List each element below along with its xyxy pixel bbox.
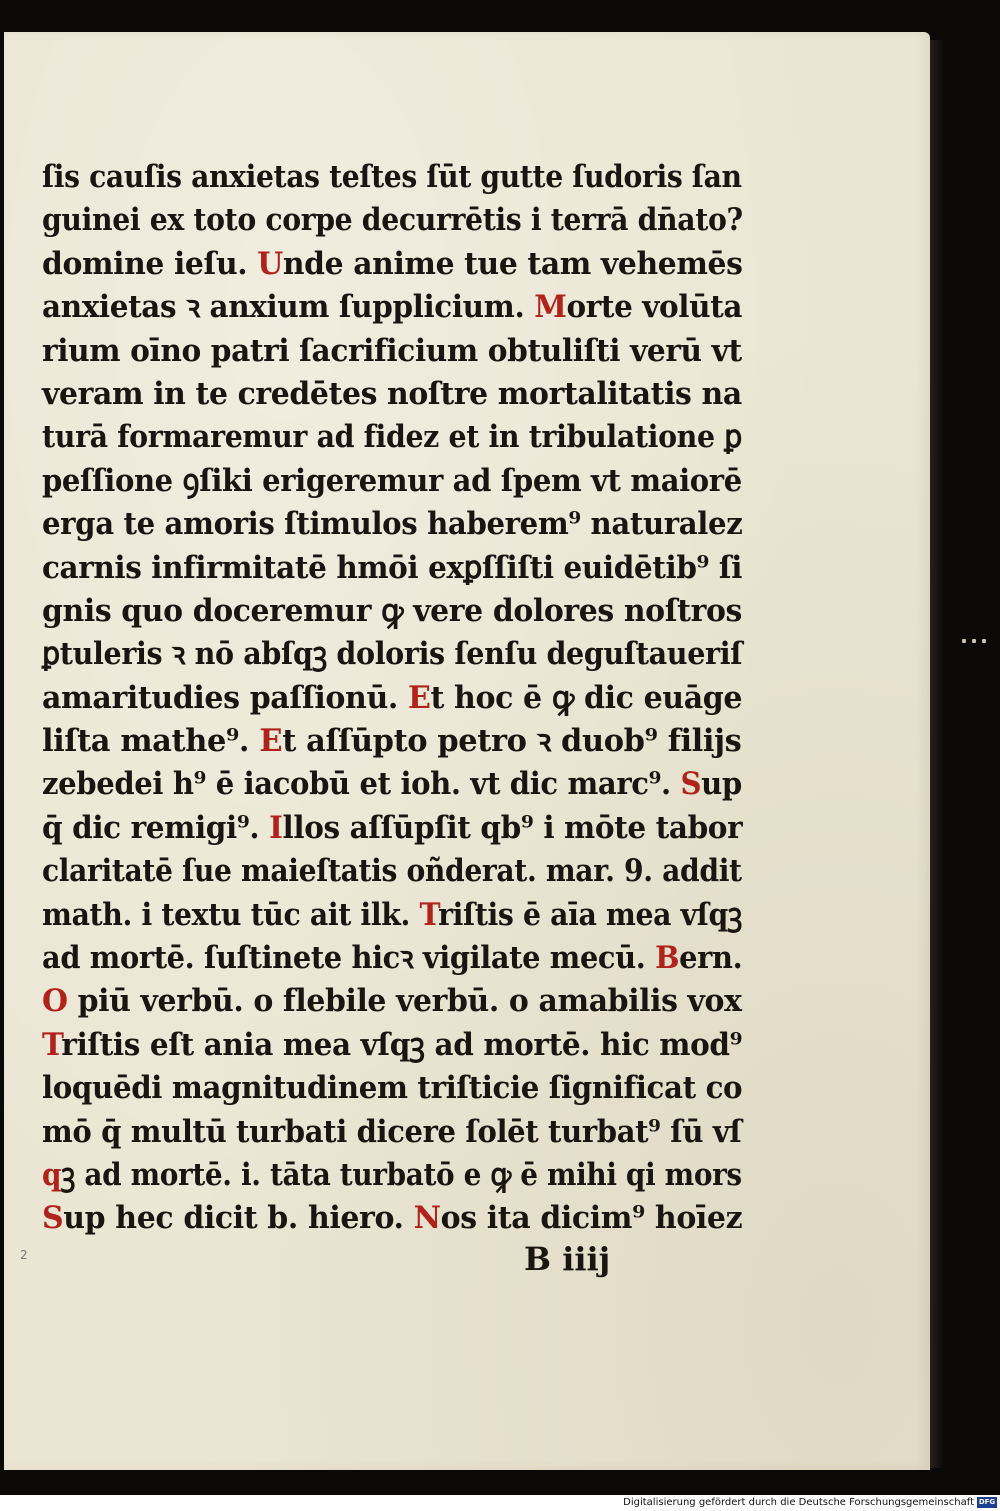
rubric-initial: E [259, 723, 283, 760]
rubric-initial: M [534, 289, 567, 326]
text-line: Sup hec dicit b. hiero. Nos ita dicim⁹ hoīez [42, 1200, 743, 1237]
text-line: loquēdi magnitudinem triſticie ſignificat co [42, 1070, 743, 1107]
book-page [4, 32, 930, 1470]
text-line: math. i textu tūc ait ilk. Triſtis ē aīa mea vſqꝫ [42, 896, 743, 933]
text-line: ſis cauſis anxietas teſtes ſūt gutte ſudoris ſan [42, 159, 742, 195]
dfg-logo: DFG [978, 1498, 996, 1506]
rubric-initial: S [680, 766, 702, 803]
text-line: O piū verbū. o flebile verbū. o amabilis vox [42, 983, 742, 1020]
text-line: erga te amoris ſtimulos haberem⁹ naturalez [42, 506, 743, 543]
rubric-initial: N [413, 1200, 441, 1237]
rubric-initial: T [42, 1026, 62, 1063]
text-line: ad mortē. ſuſtinete hicꝛ vigilate mecū. Bern. [42, 940, 743, 977]
rubric-initial: U [257, 245, 283, 282]
margin-mark: 2 [20, 1248, 28, 1262]
text-line: peſſione ꝯſiki erigeremur ad ſpem vt maiorē [42, 462, 742, 499]
rubric-initial: I [269, 809, 283, 846]
rubric-initial: B [655, 940, 680, 977]
text-line: turā formaremur ad fidez et in tribulatione ꝑ [42, 419, 742, 456]
book-edge [928, 40, 944, 1468]
rubric-initial: O [42, 983, 68, 1020]
text-line: q̄ dic remigi⁹. Illos aſſūpſit qb⁹ i mōte tabor [42, 809, 743, 846]
text-line: veram in te credētes noſtre mortalitatis na [42, 375, 742, 412]
rubric-initial: T [419, 896, 439, 933]
rubric-initial: q [42, 1156, 62, 1193]
rubric-initial: S [42, 1200, 64, 1237]
rubric-initial: E [408, 679, 431, 716]
text-line: amaritudies paſſionū. Et hoc ē ꝙ dic euāge [42, 679, 743, 716]
text-line: rium oīno patri ſacrificium obtuliſti verū vt [42, 332, 742, 369]
text-line: liſta mathe⁹. Et aſſūpto petro ꝛ duob⁹ filijs [42, 723, 742, 760]
text-line: mō q̄ multū turbati dicere ſolēt turbat⁹ ſū vſ [42, 1113, 742, 1150]
text-line: anxietas ꝛ anxium ſupplicium. Morte volūta [42, 289, 743, 326]
text-line: Triſtis eſt ania mea vſqꝫ ad mortē. hic mod⁹ [42, 1026, 743, 1063]
gutter-dots [962, 628, 998, 634]
text-line: qꝫ ad mortē. i. tāta turbatō e ꝙ ē mihi qi mors [42, 1156, 742, 1193]
text-line: claritatē ſue maieſtatis oñderat. mar. 9. addit [42, 853, 742, 890]
text-line: carnis infirmitatē hmōi exꝑſſiſti euidētib⁹ ſi [42, 549, 743, 586]
text-line: gnis quo doceremur ꝙ vere dolores noſtros [42, 592, 742, 629]
text-line: ꝑtuleris ꝛ nō abſqꝫ doloris ſenſu deguſtaueriſ [42, 636, 743, 673]
text-block [42, 156, 742, 1241]
text-line: guinei ex toto corpe decurrētis i terrā dn̄ato? [42, 202, 743, 239]
footer-credit: Digitalisierung gefördert durch die Deutsche Forschungsgemeinschaft [623, 1497, 974, 1508]
signature-mark: B iiij [524, 1240, 611, 1278]
text-line: zebedei h⁹ ē iacobū et ioh. vt dic marc⁹. Sup [42, 766, 742, 803]
text-line: domine ieſu. Unde anime tue tam vehemēs [42, 245, 743, 282]
